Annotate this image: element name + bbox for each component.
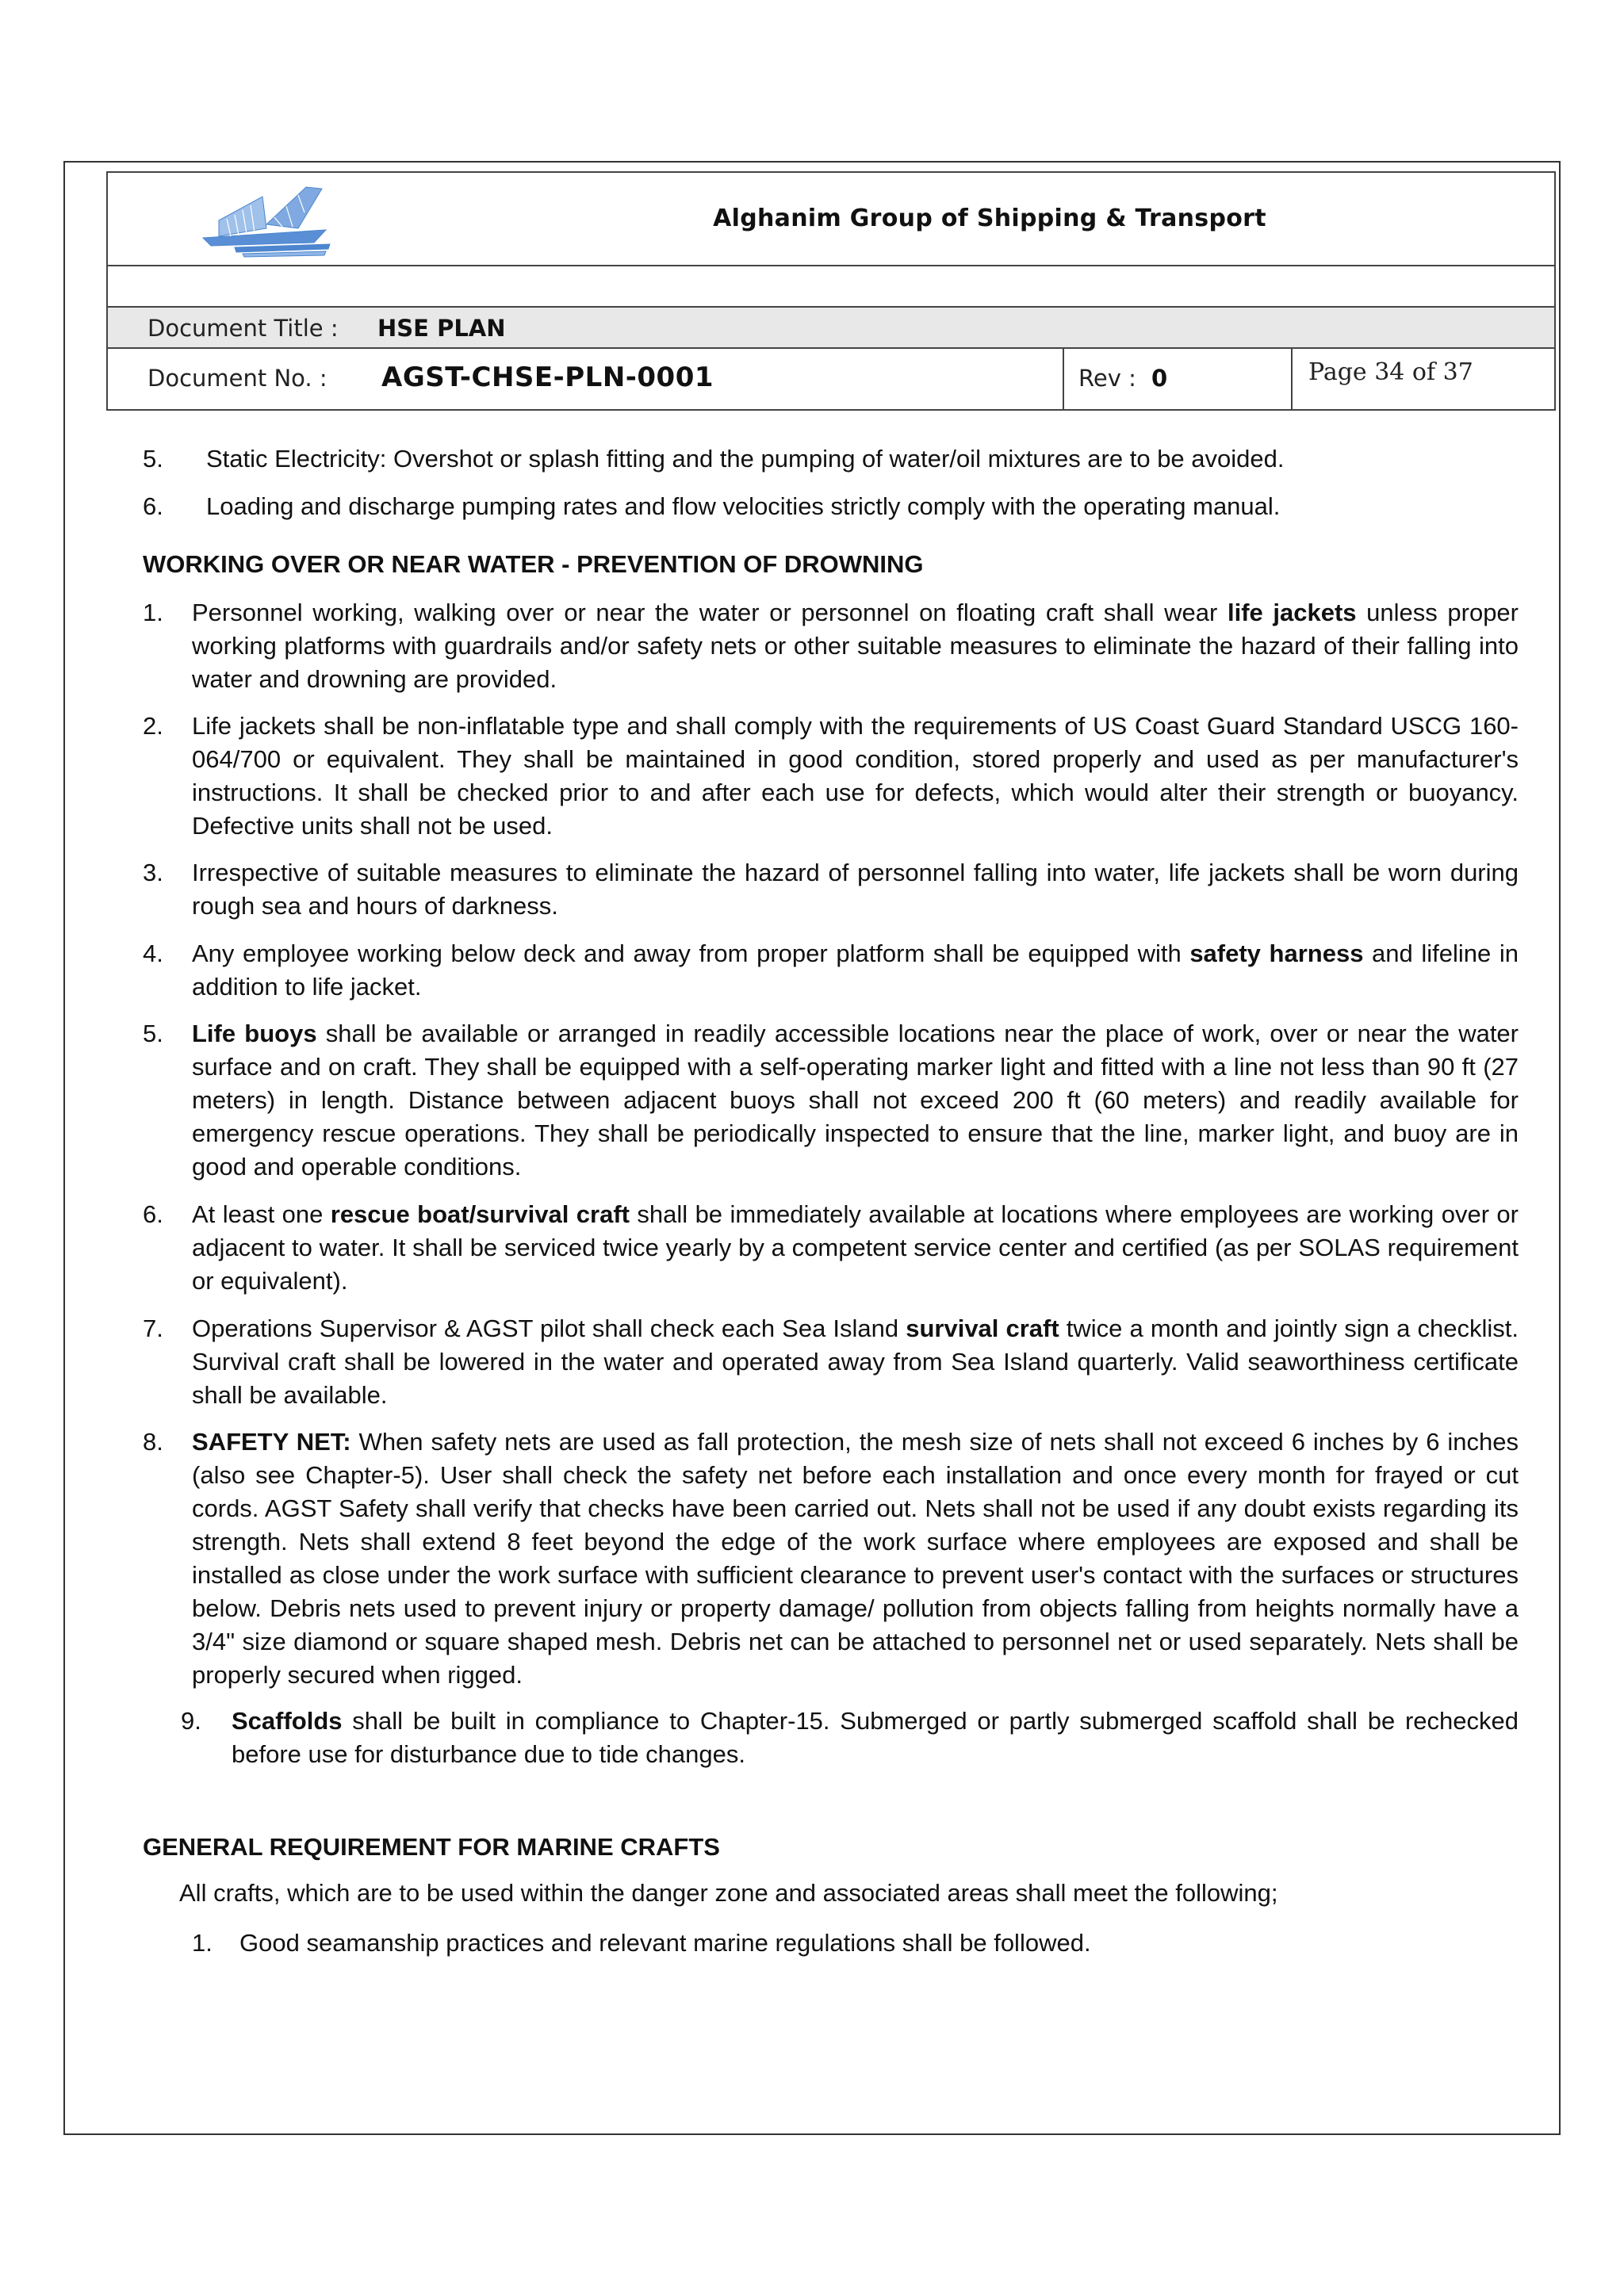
item-text: Life jackets shall be non-inflatable type and shall comply with the requirements of US Coast Guard Standard USCG 160-064/700 or equivalent. They shall be maintained in good condition, stored properly and used as per manufacturer's instructions. It shall be checked prior to and after each use for defects, which would alter their strength or buoyancy. Defective units shall not be used. — [192, 712, 1519, 840]
company-logo-icon — [187, 181, 338, 260]
item-text: Scaffolds shall be built in compliance to Chapter-15. Submerged or partly submerged scaffold shall be rechecked before use for disturbance due to tide changes. — [232, 1707, 1519, 1768]
item-text: Irrespective of suitable measures to eliminate the hazard of personnel falling into water, life jackets shall be worn during rough sea and hours of darkness. — [192, 859, 1519, 920]
item-text: Static Electricity: Overshot or splash fitting and the pumping of water/oil mixtures are to be avoided. — [206, 445, 1285, 473]
item-keyword: Scaffolds — [232, 1707, 343, 1735]
item-text: At least one rescue boat/survival craft shall be immediately available at locations where employees are working over or adjacent to water. It shall be serviced twice yearly by a competent service center and certified (as per SOLAS requirement or equivalent). — [192, 1200, 1519, 1295]
page-number: Page 34 of 37 — [1308, 358, 1473, 386]
item-text: Personnel working, walking over or near the water or personnel on floating craft shall wear life jackets unless proper working platforms with guardrails and/or safety nets or other suitable measures to eliminate the hazard of their falling into water and drowning are provided. — [192, 599, 1519, 693]
header-title-row — [108, 173, 1554, 266]
company-name: Alghanim Group of Shipping & Transport — [713, 205, 1266, 232]
item-text: Any employee working below deck and away from proper platform shall be equipped with safety harness and lifeline in addition to life jacket. — [192, 939, 1519, 1001]
item-number: 8. — [143, 1428, 163, 1456]
item-number: 1. — [192, 1929, 213, 1957]
item-keyword: safety harness — [1189, 939, 1364, 967]
item-text: Loading and discharge pumping rates and flow velocities strictly comply with the operating manual. — [206, 492, 1281, 520]
item-number: 4. — [143, 939, 163, 967]
section-heading: WORKING OVER OR NEAR WATER - PREVENTION OF DROWNING — [143, 550, 924, 578]
doc-title-value: HSE PLAN — [377, 315, 506, 342]
header-divider — [1063, 349, 1064, 409]
item-number: 2. — [143, 712, 163, 740]
header-divider — [1291, 349, 1293, 409]
rev-label: Rev : — [1078, 365, 1136, 392]
item-number: 9. — [181, 1707, 201, 1735]
header-blank-row — [108, 266, 1554, 308]
item-number: 6. — [143, 492, 163, 520]
item-number: 5. — [143, 1020, 163, 1047]
item-text: Good seamanship practices and relevant marine regulations shall be followed. — [239, 1929, 1091, 1957]
item-number: 3. — [143, 859, 163, 886]
item-text: SAFETY NET: When safety nets are used as fall protection, the mesh size of nets shall not exceed 6 inches by 6 inches (also see Chapter-5). User shall check the safety net before each installation and once every month for frayed or cut cords. AGST Safety shall verify that checks have been carried out. Nets shall not be used if any doubt exists regarding its strength. Nets shall extend 8 feet beyond the edge of the work surface where employees are exposed and shall be installed as close under the work surface with sufficient clearance to prevent user's contact with the surfaces or structures below. Debris nets used to prevent injury or property damage/ pollution from objects falling from heights normally have a 3/4" size diamond or square shaped mesh. Debris net can be attached to personnel net or used separately. Nets shall be properly secured when rigged. — [192, 1428, 1519, 1689]
rev-value: 0 — [1151, 365, 1168, 392]
document-header — [106, 171, 1556, 411]
item-text: Life buoys shall be available or arranged in readily accessible locations near the place of work, over or near the water surface and on craft. They shall be equipped with a self-operating marker light and fitted with a line not less than 90 ft (27 meters) in length. Distance between adjacent buoys shall not exceed 200 ft (60 meters) and readily available for emergency rescue operations. They shall be periodically inspected to ensure that the line, marker light, and buoy are in good and operable conditions. — [192, 1020, 1519, 1181]
doc-no-label: Document No. : — [147, 365, 327, 392]
item-keyword: survival craft — [906, 1314, 1059, 1342]
header-doc-title-row — [108, 308, 1554, 349]
item-number: 5. — [143, 445, 163, 473]
item-keyword: Life buoys — [192, 1020, 317, 1047]
item-text: Operations Supervisor & AGST pilot shall check each Sea Island survival craft twice a month and jointly sign a checklist. Survival craft shall be lowered in the water and operated away from Sea Island quarterly. Valid seaworthiness certificate shall be available. — [192, 1314, 1519, 1409]
item-number: 1. — [143, 599, 163, 626]
section-intro: All crafts, which are to be used within the danger zone and associated areas shall meet the following; — [179, 1879, 1278, 1907]
doc-no-value: AGST-CHSE-PLN-0001 — [381, 362, 714, 393]
item-number: 6. — [143, 1200, 163, 1228]
item-keyword: rescue boat/survival craft — [330, 1200, 630, 1228]
section-heading: GENERAL REQUIREMENT FOR MARINE CRAFTS — [143, 1833, 720, 1861]
header-doc-number-row — [108, 349, 1554, 409]
item-keyword: SAFETY NET: — [192, 1428, 351, 1456]
doc-title-label: Document Title : — [147, 315, 339, 342]
item-number: 7. — [143, 1314, 163, 1342]
item-keyword: life jackets — [1227, 599, 1357, 626]
